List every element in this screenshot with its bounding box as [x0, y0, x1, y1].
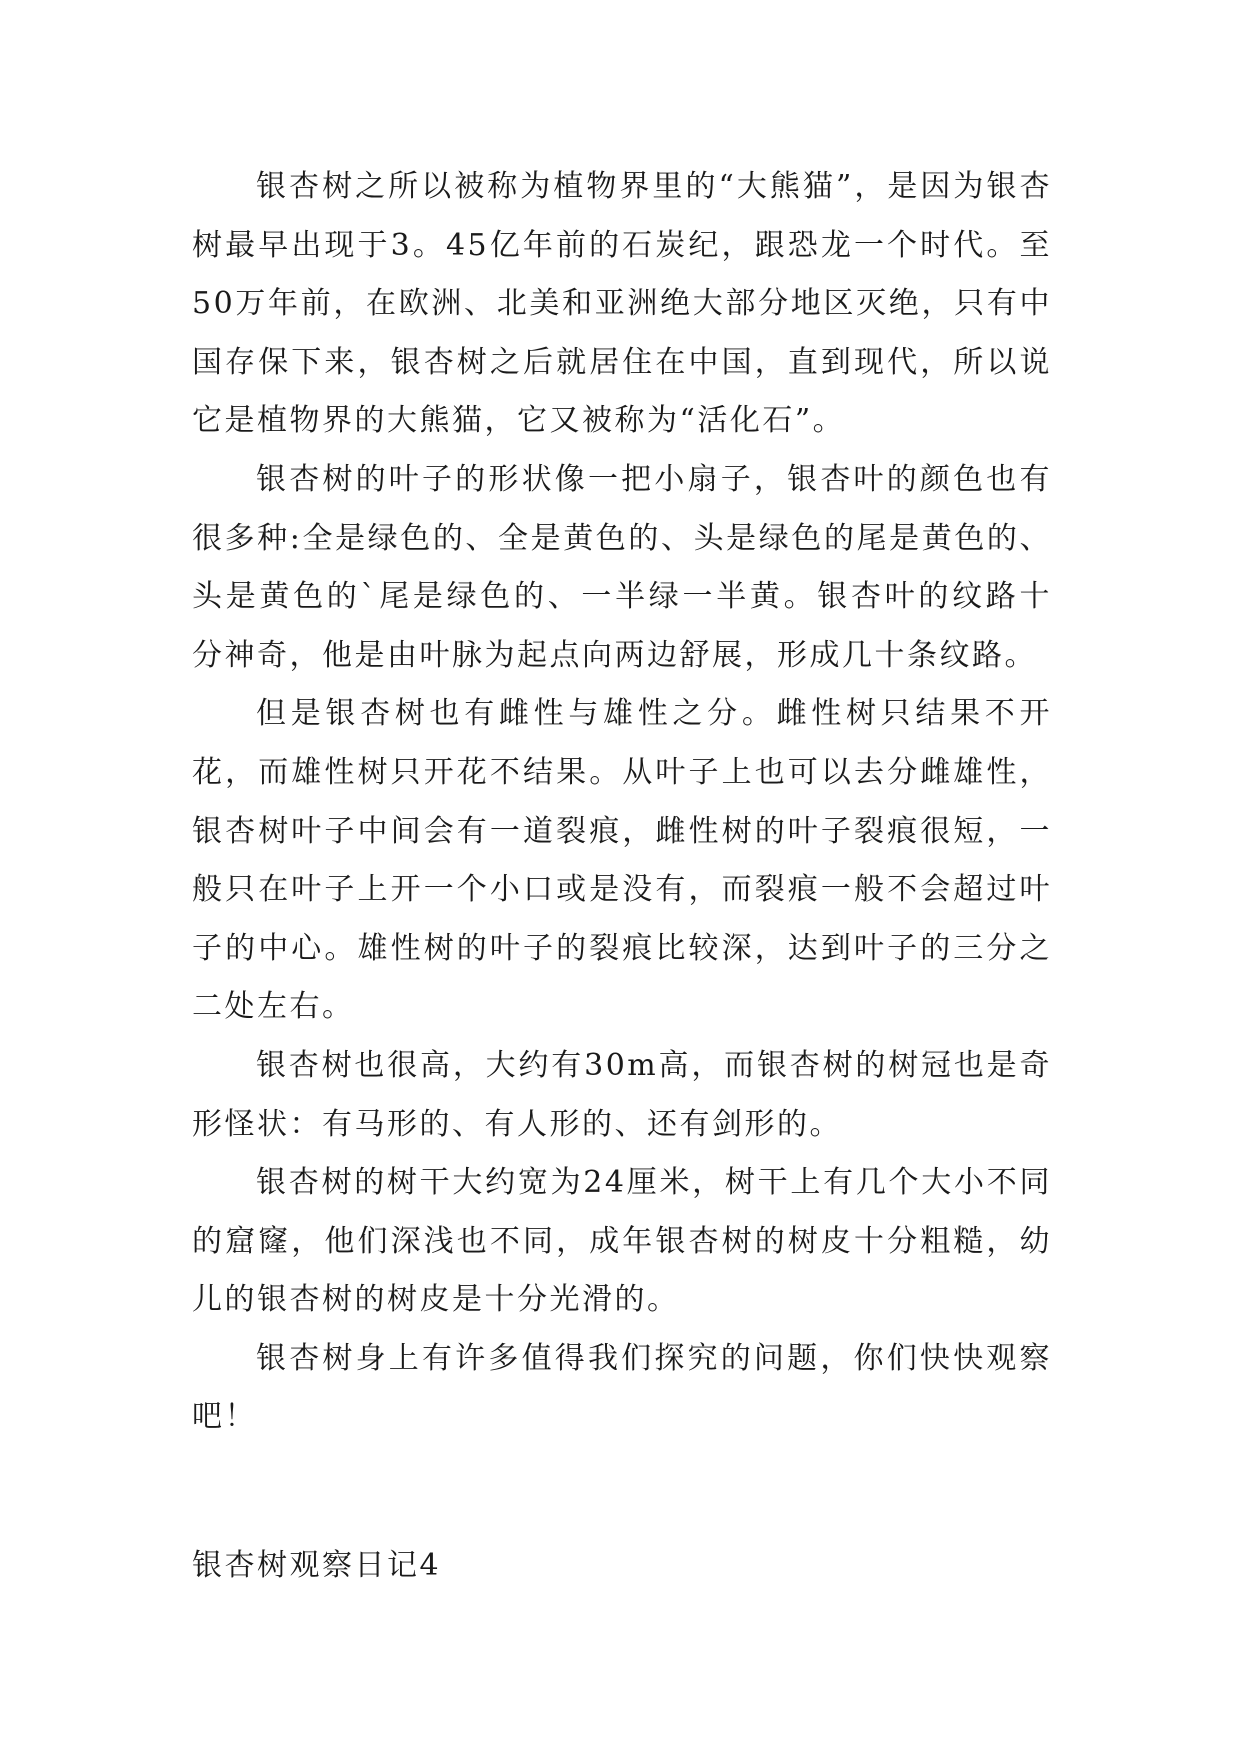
paragraph-leaf-shape: 银杏树的叶子的形状像一把小扇子，银杏叶的颜色也有很多种:全是绿色的、全是黄色的、头是绿色的尾是黄色的、头是黄色的`尾是绿色的、一半绿一半黄。银杏叶的纹路十分神奇，他是由叶脉为起点向两边舒展，形成几十条纹路。 — [192, 461, 1052, 673]
paragraph-living-fossil: 银杏树之所以被称为植物界里的“大熊猫”，是因为银杏树最早出现于3。45亿年前的石炭纪，跟恐龙一个时代。至50万年前，在欧洲、北美和亚洲绝大部分地区灭绝，只有中国存保下来，银杏树之后就居住在中国，直到现代，所以说它是植物界的大熊猫，它又被称为“活化石”。 — [192, 169, 1052, 439]
paragraph-conclusion: 银杏树身上有许多值得我们探究的问题，你们快快观察吧！ — [192, 1340, 1052, 1435]
section-spacer — [192, 1447, 1052, 1537]
document-body — [192, 158, 1052, 1596]
paragraph-trunk: 银杏树的树干大约宽为24厘米，树干上有几个大小不同的窟窿，他们深浅也不同，成年银杏树的树皮十分粗糙，幼儿的银杏树的树皮是十分光滑的。 — [192, 1165, 1052, 1318]
paragraph-male-female: 但是银杏树也有雌性与雄性之分。雌性树只结果不开花，而雄性树只开花不结果。从叶子上也可以去分雌雄性，银杏树叶子中间会有一道裂痕，雌性树的叶子裂痕很短，一般只在叶子上开一个小口或是没有，而裂痕一般不会超过叶子的中心。雄性树的叶子的裂痕比较深，达到叶子的三分之二处左右。 — [192, 696, 1052, 1025]
section-heading: 银杏树观察日记4 — [192, 1548, 442, 1584]
paragraph-tree-height: 银杏树也很高，大约有30m高，而银杏树的树冠也是奇形怪状：有马形的、有人形的、还有剑形的。 — [192, 1047, 1052, 1142]
